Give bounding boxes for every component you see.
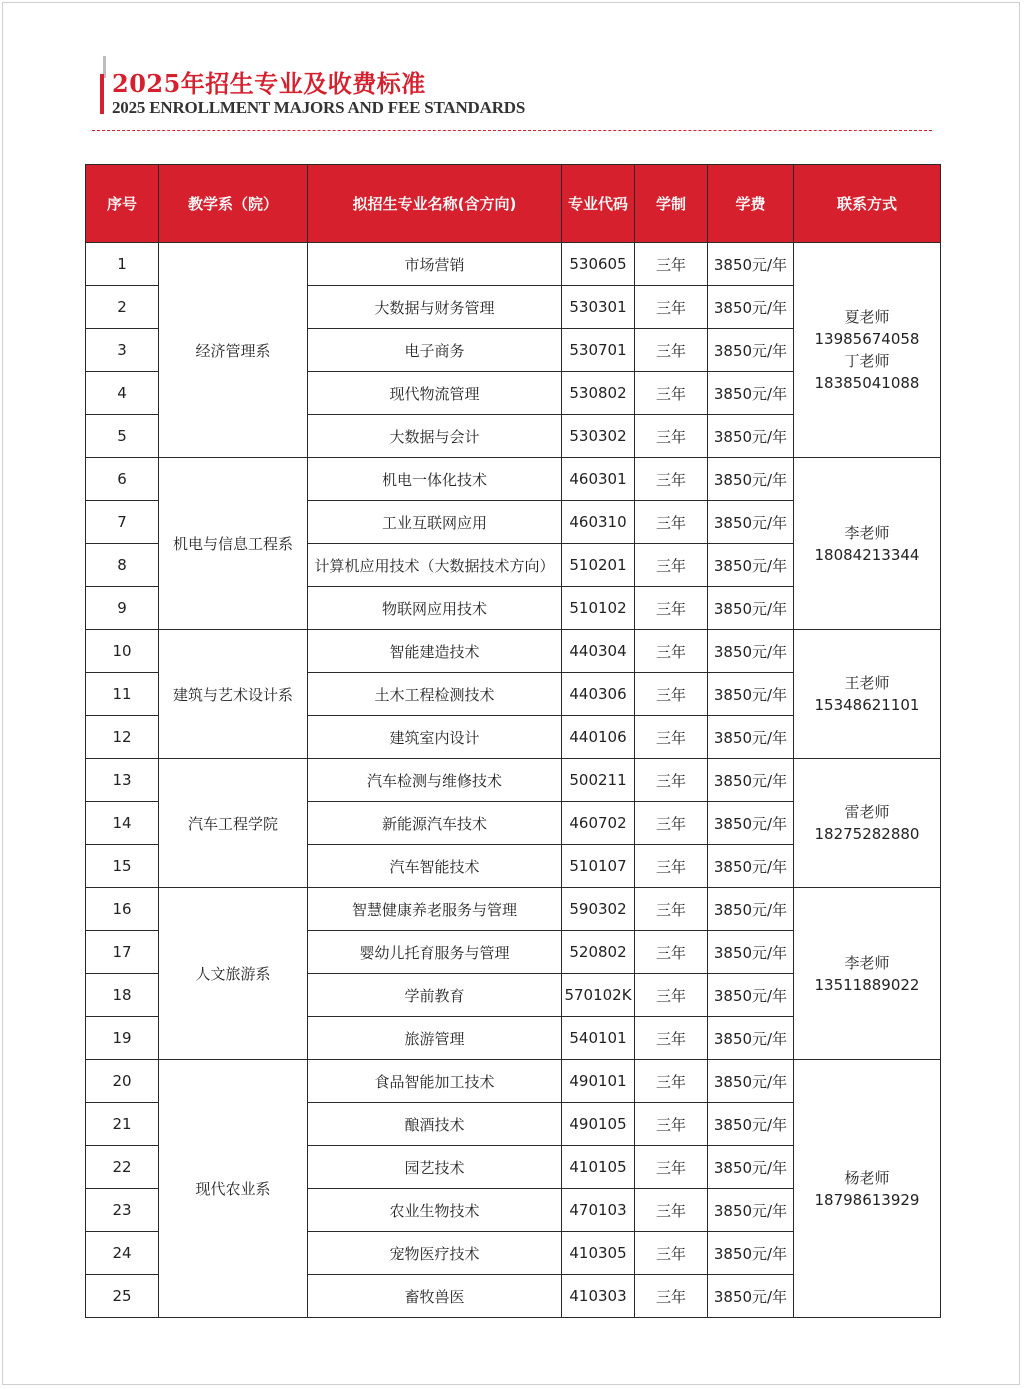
contact-phone: 18275282880	[814, 825, 920, 843]
study-duration: 三年	[635, 1103, 708, 1146]
study-duration: 三年	[635, 630, 708, 673]
tuition-fee: 3850元/年	[708, 931, 794, 974]
row-index: 14	[86, 802, 159, 845]
contact-phone: 18385041088	[814, 374, 920, 392]
department-contact	[794, 630, 941, 759]
row-index: 23	[86, 1189, 159, 1232]
study-duration: 三年	[635, 802, 708, 845]
major-name: 大数据与财务管理	[308, 286, 562, 329]
row-index: 24	[86, 1232, 159, 1275]
major-code: 460702	[562, 802, 635, 845]
contact-teacher: 李老师	[844, 523, 890, 542]
row-index: 7	[86, 501, 159, 544]
department-contact	[794, 243, 941, 458]
department-name: 机电与信息工程系	[159, 458, 308, 630]
department-contact	[794, 759, 941, 888]
table-row	[86, 759, 941, 802]
tuition-fee: 3850元/年	[708, 1189, 794, 1232]
study-duration: 三年	[635, 974, 708, 1017]
major-name: 市场营销	[308, 243, 562, 286]
column-header-major-code: 专业代码	[562, 165, 635, 243]
contact-phone: 15348621101	[814, 696, 920, 714]
table-row	[86, 243, 941, 286]
study-duration: 三年	[635, 286, 708, 329]
row-index: 25	[86, 1275, 159, 1318]
study-duration: 三年	[635, 1017, 708, 1060]
study-duration: 三年	[635, 673, 708, 716]
major-code: 490105	[562, 1103, 635, 1146]
tuition-fee: 3850元/年	[708, 1103, 794, 1146]
tuition-fee: 3850元/年	[708, 673, 794, 716]
contact-teacher: 王老师	[844, 674, 890, 692]
contact-teacher: 杨老师	[844, 1168, 890, 1187]
column-header-duration: 学制	[635, 165, 708, 243]
tuition-fee: 3850元/年	[708, 544, 794, 587]
tuition-fee: 3850元/年	[708, 458, 794, 501]
study-duration: 三年	[635, 931, 708, 974]
major-code: 530701	[562, 329, 635, 372]
contact-teacher: 丁老师	[844, 352, 890, 370]
major-name: 新能源汽车技术	[308, 802, 562, 845]
major-code: 440304	[562, 630, 635, 673]
enrollment-fee-table	[85, 164, 941, 1318]
row-index: 17	[86, 931, 159, 974]
major-name: 学前教育	[308, 974, 562, 1017]
row-index: 15	[86, 845, 159, 888]
row-index: 16	[86, 888, 159, 931]
major-code: 530802	[562, 372, 635, 415]
major-name: 婴幼儿托育服务与管理	[308, 931, 562, 974]
major-name: 机电一体化技术	[308, 458, 562, 501]
major-name: 工业互联网应用	[308, 501, 562, 544]
title-divider	[92, 130, 932, 131]
row-index: 22	[86, 1146, 159, 1189]
study-duration: 三年	[635, 1146, 708, 1189]
study-duration: 三年	[635, 1275, 708, 1318]
department-contact	[794, 888, 941, 1060]
department-name: 经济管理系	[159, 243, 308, 458]
row-index: 4	[86, 372, 159, 415]
study-duration: 三年	[635, 1060, 708, 1103]
major-name: 大数据与会计	[308, 415, 562, 458]
major-name: 智慧健康养老服务与管理	[308, 888, 562, 931]
major-code: 510107	[562, 845, 635, 888]
major-code: 410305	[562, 1232, 635, 1275]
study-duration: 三年	[635, 544, 708, 587]
tuition-fee: 3850元/年	[708, 372, 794, 415]
table-row	[86, 888, 941, 931]
table-row	[86, 458, 941, 501]
major-code: 410303	[562, 1275, 635, 1318]
contact-phone: 13985674058	[814, 330, 920, 348]
column-header-index: 序号	[86, 165, 159, 243]
department-contact	[794, 458, 941, 630]
major-code: 510102	[562, 587, 635, 630]
tuition-fee: 3850元/年	[708, 1275, 794, 1318]
study-duration: 三年	[635, 501, 708, 544]
contact-phone: 18798613929	[814, 1190, 920, 1209]
major-code: 530605	[562, 243, 635, 286]
major-name: 电子商务	[308, 329, 562, 372]
major-code: 520802	[562, 931, 635, 974]
table-body	[86, 243, 941, 1318]
tuition-fee: 3850元/年	[708, 974, 794, 1017]
row-index: 3	[86, 329, 159, 372]
contact-phone: 18084213344	[814, 545, 920, 564]
department-contact	[794, 1060, 941, 1318]
row-index: 19	[86, 1017, 159, 1060]
tuition-fee: 3850元/年	[708, 243, 794, 286]
table-row	[86, 1060, 941, 1103]
major-code: 440106	[562, 716, 635, 759]
tuition-fee: 3850元/年	[708, 587, 794, 630]
row-index: 11	[86, 673, 159, 716]
study-duration: 三年	[635, 759, 708, 802]
contact-teacher: 李老师	[844, 953, 890, 972]
tuition-fee: 3850元/年	[708, 759, 794, 802]
table-row	[86, 630, 941, 673]
row-index: 10	[86, 630, 159, 673]
row-index: 13	[86, 759, 159, 802]
major-code: 460310	[562, 501, 635, 544]
study-duration: 三年	[635, 587, 708, 630]
row-index: 6	[86, 458, 159, 501]
table-header-row	[86, 165, 941, 243]
title-accent-bar-red	[100, 74, 104, 114]
major-code: 590302	[562, 888, 635, 931]
major-name: 汽车检测与维修技术	[308, 759, 562, 802]
study-duration: 三年	[635, 1189, 708, 1232]
major-name: 酿酒技术	[308, 1103, 562, 1146]
department-name: 现代农业系	[159, 1060, 308, 1318]
major-code: 460301	[562, 458, 635, 501]
column-header-contact: 联系方式	[794, 165, 941, 243]
contact-teacher: 夏老师	[844, 308, 890, 326]
major-code: 530302	[562, 415, 635, 458]
study-duration: 三年	[635, 458, 708, 501]
major-name: 现代物流管理	[308, 372, 562, 415]
study-duration: 三年	[635, 329, 708, 372]
tuition-fee: 3850元/年	[708, 286, 794, 329]
major-name: 食品智能加工技术	[308, 1060, 562, 1103]
tuition-fee: 3850元/年	[708, 888, 794, 931]
row-index: 9	[86, 587, 159, 630]
tuition-fee: 3850元/年	[708, 1146, 794, 1189]
major-code: 530301	[562, 286, 635, 329]
major-code: 440306	[562, 673, 635, 716]
major-name: 智能建造技术	[308, 630, 562, 673]
major-name: 汽车智能技术	[308, 845, 562, 888]
tuition-fee: 3850元/年	[708, 716, 794, 759]
study-duration: 三年	[635, 372, 708, 415]
major-code: 510201	[562, 544, 635, 587]
row-index: 20	[86, 1060, 159, 1103]
study-duration: 三年	[635, 716, 708, 759]
tuition-fee: 3850元/年	[708, 1060, 794, 1103]
tuition-fee: 3850元/年	[708, 630, 794, 673]
tuition-fee: 3850元/年	[708, 329, 794, 372]
major-code: 570102K	[562, 974, 635, 1017]
study-duration: 三年	[635, 845, 708, 888]
major-name: 园艺技术	[308, 1146, 562, 1189]
tuition-fee: 3850元/年	[708, 845, 794, 888]
major-code: 490101	[562, 1060, 635, 1103]
row-index: 1	[86, 243, 159, 286]
study-duration: 三年	[635, 888, 708, 931]
major-name: 建筑室内设计	[308, 716, 562, 759]
page-title: 2025年招生专业及收费标准	[112, 69, 426, 98]
page-subtitle-en: 2025 ENROLLMENT MAJORS AND FEE STANDARDS	[112, 98, 526, 117]
row-index: 21	[86, 1103, 159, 1146]
department-name: 人文旅游系	[159, 888, 308, 1060]
major-name: 土木工程检测技术	[308, 673, 562, 716]
row-index: 5	[86, 415, 159, 458]
department-name: 建筑与艺术设计系	[159, 630, 308, 759]
major-code: 410105	[562, 1146, 635, 1189]
study-duration: 三年	[635, 1232, 708, 1275]
contact-teacher: 雷老师	[844, 803, 890, 821]
row-index: 2	[86, 286, 159, 329]
row-index: 8	[86, 544, 159, 587]
major-code: 540101	[562, 1017, 635, 1060]
major-name: 宠物医疗技术	[308, 1232, 562, 1275]
row-index: 12	[86, 716, 159, 759]
major-name: 农业生物技术	[308, 1189, 562, 1232]
major-name: 畜牧兽医	[308, 1275, 562, 1318]
column-header-fee: 学费	[708, 165, 794, 243]
tuition-fee: 3850元/年	[708, 1232, 794, 1275]
department-name: 汽车工程学院	[159, 759, 308, 888]
major-name: 物联网应用技术	[308, 587, 562, 630]
contact-phone: 13511889022	[814, 975, 920, 994]
study-duration: 三年	[635, 415, 708, 458]
major-name: 旅游管理	[308, 1017, 562, 1060]
tuition-fee: 3850元/年	[708, 1017, 794, 1060]
study-duration: 三年	[635, 243, 708, 286]
column-header-major-name: 拟招生专业名称(含方向)	[308, 165, 562, 243]
row-index: 18	[86, 974, 159, 1017]
major-name: 计算机应用技术（大数据技术方向）	[308, 544, 562, 587]
tuition-fee: 3850元/年	[708, 415, 794, 458]
tuition-fee: 3850元/年	[708, 802, 794, 845]
major-code: 470103	[562, 1189, 635, 1232]
tuition-fee: 3850元/年	[708, 501, 794, 544]
major-code: 500211	[562, 759, 635, 802]
column-header-department: 教学系（院）	[159, 165, 308, 243]
